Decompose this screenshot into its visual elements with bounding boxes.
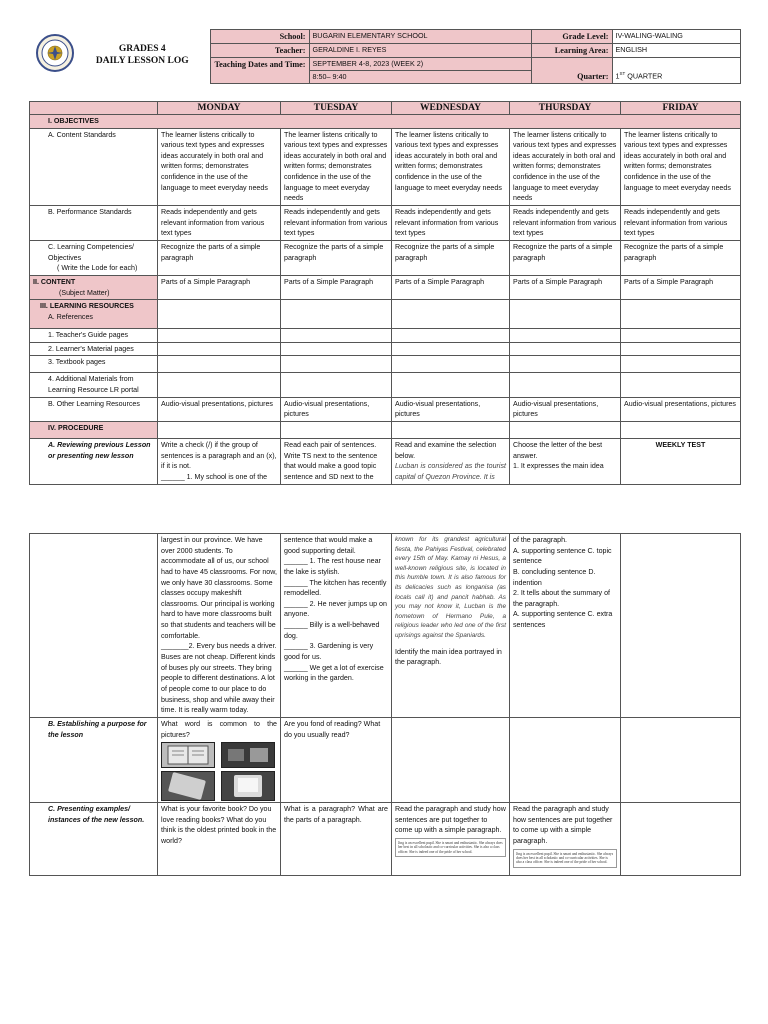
teachers-guide-row	[30, 329, 741, 343]
reviewing-monday-continued: largest in our province. We have over 2000 students. To accommodate all of us, our school had to have 45 classrooms. For now, we only have 30 classrooms. Some classes occupy makeshift classrooms. Our principal is working hard to have more classrooms built so that students and teachers will be comfortable. _______2. Every bus needs a driver. Buses are not cheap. Different kinds of buses ply our streets. They bring people to different destinations. A lot of people come to our place to do business, shop and while away their time. It is really warm today.	[158, 534, 281, 718]
reviewing-wednesday: Read and examine the selection below. Lucban is considered as the tourist capital of Quezon Province. It is	[392, 439, 510, 485]
grade-level-label: Grade Level:	[531, 30, 612, 44]
reviewing-monday: Write a check (/) if the group of sentences is a paragraph and an (x), if it is not. ______ 1. My school is one of the	[158, 439, 281, 485]
reviewing-friday: WEEKLY TEST	[621, 439, 741, 485]
objectives-heading-row	[30, 114, 741, 128]
establishing-purpose-monday: What word is common to the pictures?	[158, 717, 281, 802]
title-cell	[75, 30, 210, 84]
performance-wednesday: Reads independently and gets relevant information from various text types	[392, 206, 510, 241]
other-resources-friday: Audio-visual presentations, pictures	[621, 397, 741, 421]
day-header-monday: MONDAY	[158, 101, 281, 114]
additional-materials-label: 4. Additional Materials from Learning Resource LR portal	[30, 373, 158, 397]
establishing-purpose-row	[30, 717, 741, 802]
content-standards-thursday: The learner listens critically to various text types and expresses ideas accurately in both oral and written forms; demonstrates confidence in the use of the language to meet everyday needs	[510, 128, 621, 205]
procedure-heading-row	[30, 422, 741, 439]
quarter-value: 1ST QUARTER	[612, 58, 740, 83]
other-resources-row	[30, 397, 741, 421]
sample-paragraph-image-2: Jing is an excellent pupil. She is smart and enthusiastic. She always does her best in all scholastic and co-curricular activities. She is also a class officer. She is indeed one of the pride of her school.	[513, 849, 617, 868]
presenting-examples-thursday: Read the paragraph and study how sentences are put together to come up with a simple paragraph. Jing is an excellent pupil. She is smart and enthusiastic. She always does her best in all scholastic and co-curricular activities. She is also a class officer. She is indeed one of the pride of her school.	[510, 803, 621, 876]
resources-row	[30, 300, 741, 329]
school-value: BUGARIN ELEMENTARY SCHOOL	[309, 30, 531, 44]
resources-label: III. LEARNING RESOURCES A. References	[30, 300, 158, 329]
day-header-wednesday: WEDNESDAY	[392, 101, 510, 114]
performance-monday: Reads independently and gets relevant information from various text types	[158, 206, 281, 241]
content-standards-tuesday: The learner listens critically to various text types and expresses ideas accurately in both oral and written forms; demonstrates confidence in the use of the language to meet everyday needs	[281, 128, 392, 205]
learners-material-label: 2. Learner's Material pages	[30, 342, 158, 356]
learners-material-row	[30, 342, 741, 356]
lesson-table-page-2	[29, 533, 741, 876]
day-header-friday: FRIDAY	[621, 101, 741, 114]
reviewing-wednesday-continued: known for its grandest agricultural fiesta, the Pahiyas Festival, celebrated every 15th of May. Kamay ni Hesus, a well-known religious site, is located in this humble town. It is also famous for its delicacies such as longanisa (as locals call it) and pancit habhab. As you may not know it, Lucban is the hometown of Hermano Pule, a religious leader who led one of the first uprisings against the Spaniards. Identify the main idea portrayed in the paragraph.	[392, 534, 510, 718]
presenting-examples-label: C. Presenting examples/ instances of the new lesson.	[30, 803, 158, 876]
content-standards-row	[30, 128, 741, 205]
other-resources-label: B. Other Learning Resources	[30, 397, 158, 421]
content-friday: Parts of a Simple Paragraph	[621, 275, 741, 299]
reviewing-tuesday: Read each pair of sentences. Write TS next to the sentence that would make a good topic sentence and SD next to the	[281, 439, 392, 485]
stacked-books-picture	[221, 742, 275, 768]
sample-paragraph-image: Jing is an excellent pupil. She is smart and enthusiastic. She always does her best in all scholastic and co-curricular activities. She is also a class officer. She is indeed one of the pride of her school.	[395, 838, 506, 857]
competencies-thursday: Recognize the parts of a simple paragraph	[510, 240, 621, 275]
deped-seal-logo	[29, 30, 75, 84]
presenting-examples-wednesday: Read the paragraph and study how sentences are put together to come up with a simple paragraph. Jing is an excellent pupil. She is smart and enthusiastic. She always does her best in all scholastic and co-curricular activities. She is also a class officer. She is indeed one of the pride of her school.	[392, 803, 510, 876]
content-standards-monday: The learner listens critically to various text types and expresses ideas accurately in both oral and written forms; demonstrates confidence in the use of the language to meet everyday needs	[158, 128, 281, 205]
teacher-value: GERALDINE I. REYES	[309, 44, 531, 58]
teaching-dates-label: Teaching Dates and Time:	[210, 58, 309, 83]
day-header-blank	[30, 101, 158, 114]
textbook-row	[30, 356, 741, 373]
grade-level-value: IV-WALING-WALING	[612, 30, 740, 44]
reviewing-continued-row	[30, 534, 741, 718]
competencies-wednesday: Recognize the parts of a simple paragraph	[392, 240, 510, 275]
day-header-tuesday: TUESDAY	[281, 101, 392, 114]
content-tuesday: Parts of a Simple Paragraph	[281, 275, 392, 299]
performance-thursday: Reads independently and gets relevant information from various text types	[510, 206, 621, 241]
competencies-tuesday: Recognize the parts of a simple paragraph	[281, 240, 392, 275]
reviewing-row	[30, 439, 741, 485]
content-standards-wednesday: The learner listens critically to various text types and expresses ideas accurately in both oral and written forms; demonstrates confidence in the use of the language to meet everyday needs	[392, 128, 510, 205]
book-pictures	[161, 742, 277, 801]
teacher-label: Teacher:	[210, 44, 309, 58]
performance-friday: Reads independently and gets relevant information from various text types	[621, 206, 741, 241]
teaching-dates-value: SEPTEMBER 4-8, 2023 (WEEK 2)	[309, 58, 531, 71]
procedure-heading: IV. PROCEDURE	[30, 422, 158, 439]
daily-lesson-log-title: DAILY LESSON LOG	[95, 56, 189, 67]
quarter-label: Quarter:	[531, 58, 612, 83]
establishing-purpose-label: B. Establishing a purpose for the lesson	[30, 717, 158, 802]
day-header-row	[30, 101, 741, 114]
learning-area-value: ENGLISH	[612, 44, 740, 58]
performance-standards-label: B. Performance Standards	[30, 206, 158, 241]
presenting-examples-monday: What is your favorite book? Do you love reading books? What do you think is the oldest printed book in the world?	[158, 803, 281, 876]
content-label: II. CONTENT (Subject Matter)	[30, 275, 158, 299]
lesson-log-page-1	[29, 29, 740, 485]
learning-area-label: Learning Area:	[531, 44, 612, 58]
reviewing-tuesday-continued: sentence that would make a good supporting detail. ______ 1. The rest house near the lake is stylish. ______ The kitchen has recently remodelled. ______ 2. He never jumps up on anyone. ______ Billy is a well-behaved dog. ______ 3. Gardening is very good for us. ______ We get a lot of exercise working in the garden.	[281, 534, 392, 718]
competencies-row	[30, 240, 741, 275]
header-table	[29, 29, 741, 84]
performance-standards-row	[30, 206, 741, 241]
reviewing-thursday-continued: of the paragraph. A. supporting sentence C. topic sentence B. concluding sentence D. indention 2. It tells about the summary of the paragraph. A. supporting sentence C. extra sentences	[510, 534, 621, 718]
other-resources-tuesday: Audio-visual presentations, pictures	[281, 397, 392, 421]
school-label: School:	[210, 30, 309, 44]
content-thursday: Parts of a Simple Paragraph	[510, 275, 621, 299]
establishing-purpose-tuesday: Are you fond of reading? What do you usually read?	[281, 717, 392, 802]
content-standards-friday: The learner listens critically to various text types and expresses ideas accurately in both oral and written forms; demonstrates confidence in the use of the language to meet everyday needs	[621, 128, 741, 205]
open-book-picture	[161, 742, 215, 768]
other-resources-thursday: Audio-visual presentations, pictures	[510, 397, 621, 421]
tablet-picture	[161, 771, 215, 801]
textbook-label: 3. Textbook pages	[30, 356, 158, 373]
other-resources-monday: Audio-visual presentations, pictures	[158, 397, 281, 421]
grades-title: GRADES 4	[118, 44, 166, 55]
reviewing-label: A. Reviewing previous Lesson or presenting new lesson	[30, 439, 158, 485]
other-resources-wednesday: Audio-visual presentations, pictures	[392, 397, 510, 421]
objectives-heading: I. OBJECTIVES	[30, 114, 741, 128]
lesson-log-page-2	[29, 533, 740, 876]
content-wednesday: Parts of a Simple Paragraph	[392, 275, 510, 299]
ereader-picture	[221, 771, 275, 801]
competencies-label: C. Learning Competencies/ Objectives ( Write the Lode for each)	[30, 240, 158, 275]
competencies-monday: Recognize the parts of a simple paragraph	[158, 240, 281, 275]
content-monday: Parts of a Simple Paragraph	[158, 275, 281, 299]
day-header-thursday: THURSDAY	[510, 101, 621, 114]
teaching-time-value: 8:50– 9:40	[309, 70, 531, 83]
performance-tuesday: Reads independently and gets relevant information from various text types	[281, 206, 392, 241]
content-standards-label: A. Content Standards	[30, 128, 158, 205]
lesson-table-page-1	[29, 101, 741, 485]
reviewing-thursday: Choose the letter of the best answer. 1. It expresses the main idea	[510, 439, 621, 485]
content-row	[30, 275, 741, 299]
seal-icon	[35, 33, 75, 73]
additional-materials-row	[30, 373, 741, 397]
teachers-guide-label: 1. Teacher's Guide pages	[30, 329, 158, 343]
presenting-examples-tuesday: What is a paragraph? What are the parts of a paragraph.	[281, 803, 392, 876]
competencies-friday: Recognize the parts of a simple paragraph	[621, 240, 741, 275]
presenting-examples-row	[30, 803, 741, 876]
